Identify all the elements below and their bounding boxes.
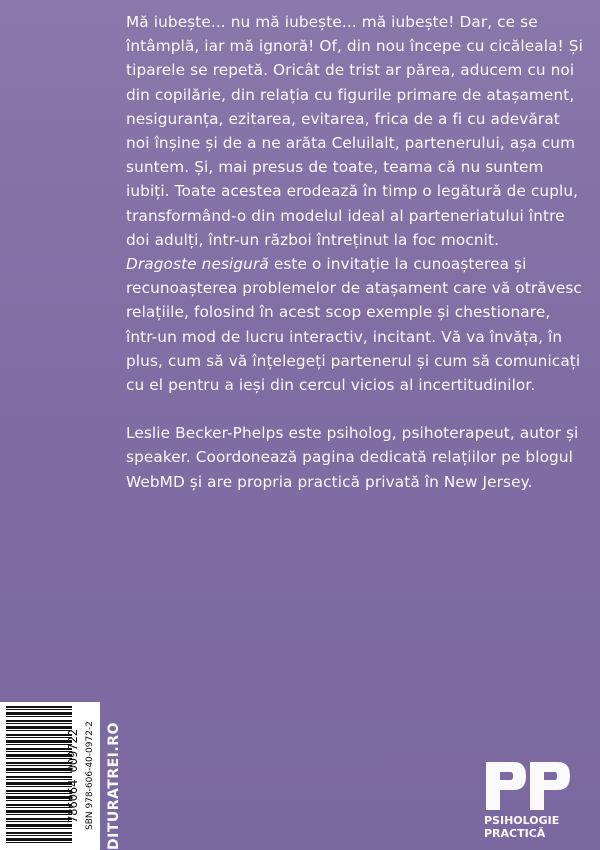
- pp-logo-icon: [484, 760, 574, 812]
- series-name: [484, 814, 574, 840]
- series-logo: [484, 760, 574, 840]
- series-line-2: PRACTICĂ: [484, 827, 546, 840]
- blurb-paragraph-1: Mă iubește... nu mă iubește... mă iubește! Dar, ce se întâmplă, iar mă ignoră! Of, din nou începe cu cicăleala! Și tiparele se repetă. Oricât de trist ar părea, aducem cu noi din copilărie, din relația cu figurile primare de atașament, nesiguranța, ezitarea, evitarea, frica de a fi cu adevărat noi înșine și de a ne arăta Celuilalt, partenerului, așa cum suntem. Și, mai presus de toate, teama că nu suntem iubiți. Toate acestea erodează în timp o legătură de cuplu, transformând-o din modelul ideal al parteneriatului între doi adulți, într-un război întreținut la foc mocnit.: [126, 13, 583, 249]
- book-title: Dragoste nesigură: [126, 255, 269, 274]
- back-cover-blurb: [126, 10, 586, 494]
- isbn-barcode: [0, 702, 100, 850]
- blurb-paragraph-2-text: este o invitație la cunoașterea și recunoașterea problemelor de atașament care vă otrăvesc relațiile, folosind în acest scop exemple și chestionare, într-un mod de lucru interactiv, incitant. Vă va învăța, în plus, cum să vă înțelegeți partenerul și cum să comunicați cu el pentru a ieși din cercul vicios al incertitudinilor.: [126, 255, 582, 395]
- author-bio: Leslie Becker-Phelps este psiholog, psihoterapeut, autor și speaker. Coordonează pagina dedicată relațiilor pe blogul WebMD și are propria practică privată în New Jersey.: [126, 424, 579, 491]
- publisher-website: DITURATREI.RO: [106, 722, 122, 850]
- isbn-number: SBN 978-606-40-0972-2: [85, 721, 95, 831]
- series-line-1: PSIHOLOGIE: [484, 814, 560, 827]
- blurb-paragraph-2: [126, 252, 586, 397]
- barcode-digits: 786064 009722: [66, 729, 80, 823]
